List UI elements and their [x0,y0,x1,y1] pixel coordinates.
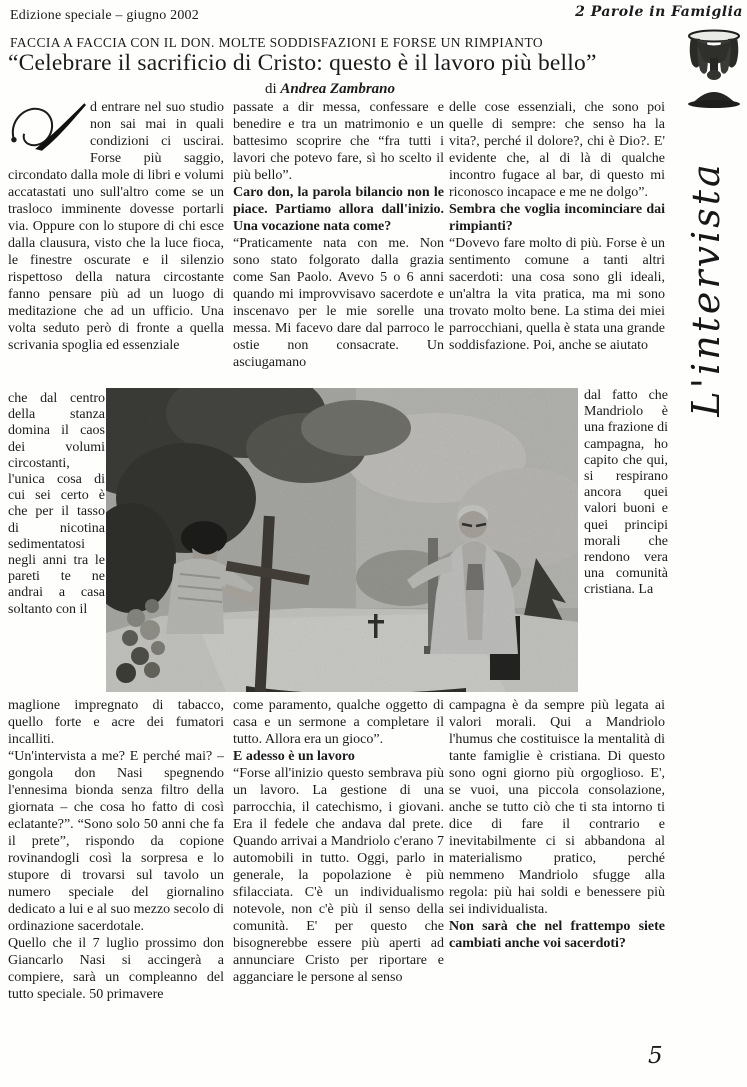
chalice-icon [686,28,742,108]
paragraph: maglione impregnato di tabacco, quello forte e acre dei fumatori incalliti. [8,698,224,747]
headline: “Celebrare il sacrificio di Cristo: questo è il lavoro più bello” [8,50,597,76]
interview-question: Sembra che voglia incominciare dai rimpianti? [449,202,665,234]
script-capital-a-icon [8,101,86,153]
kicker: FACCIA A FACCIA CON IL DON. MOLTE SODDISFAZIONI E FORSE UN RIMPIANTO [10,35,544,50]
column2-top [233,99,444,388]
column3-beside-photo: dal fatto che Mandriolo è una frazione di campagna, ho capito che qui, si respirano ancora quei valori buoni e quei principi morali che rendono vera una comunità cristiana. La [584,388,668,598]
masthead-title: 2 Parole in Famiglia [575,4,743,20]
paragraph: “Dovevo fare molto di più. Forse è un sentimento comune a tanti altri sacerdoti: una cosa sono gli ideali, un'altra la vita pratica, ma mi sono trovato molto bene. La stima dei miei parrocchiani, quella è stata una grande soddisfazione. Poi, anche se aiutato [449,236,665,353]
column3-top [449,99,665,388]
interview-question: Non sarà che nel frattempo siete cambiati anche voi sacerdoti? [449,919,665,951]
paragraph: Quello che il 7 luglio prossimo don Giancarlo Nasi si accingerà a compiere, sarà un compleanno del tutto speciale. 50 primavere [8,936,224,1002]
paragraph: “Forse all'inizio questo sembrava più un lavoro. La gestione di una parrocchia, il catechismo, i giovani. Era il fedele che andava dal prete. Quando arrivai a Mandriolo c'erano 7 automobili in tutto. Oggi, parlo in generale, la popolazione è più sfilacciata. C'è un individualismo notevole, non c'è più il senso della comunità. E' per questo che bisognerebbe essere più aperti ad annunciare Cristo per riportare e agganciare le persone al senso [233,766,444,985]
byline-prefix: di [264,81,281,97]
column1-beside-photo: che dal centro della stanza domina il caos dei volumi circostanti, l'unica cosa di cui sei certo è che per il tasso di nicotina sedimentatosi negli anni tra le pareti te ne andrai a casa soltanto con il [8,391,105,617]
paragraph: delle cose essenziali, che sono poi quelle di sempre: che senso ha la vita?, perché il dolore?, chi è Dio?. E' evidente che, al di là di qualche incontro fugace al bar, di questo mi riconosco incapace e me ne dolgo”. [449,100,665,200]
byline-author: Andrea Zambrano [280,81,396,97]
column1-top [8,99,224,388]
paragraph: “Un'intervista a me? E perché mai? – gongola don Nasi spegnendo l'ennesima bionda senza filtro della giornata – che cosa ho fatto di così eclatante?”. “Sono solo 50 anni che fa il prete”, rispondo da copione rovinandogli così la sorpresa e lo stupore di trovarsi sul tavolo un numero speciale del giornalino dedicato a lui e al suo mezzo secolo di ordinazione sacerdotale. [8,749,224,934]
column1-top-text: d entrare nel suo studio non sai mai in quali condizioni ci uscirai. Forse più saggio, circondato dalla mole di libri e volumi accatastati uno sull'altro come se un trasloco imminente dovesse portarli via. Oppure con lo stupore di chi esce dalla clausura, visto che la luce fioca, le finestre oscurate e il silenzio rispettoso della natura circostante fanno pensare più ad un luogo di meditazione che ad un ufficio. Una volta seduto però di fronte a quella scrivania spoglia ed essenziale [8,100,224,353]
interview-question: E adesso è un lavoro [233,749,355,764]
column3-bottom [449,697,665,1042]
interview-question: Caro don, la parola bilancio non le piace. Partiamo allora dall'inizio. Una vocazione nata come? [233,185,444,234]
byline [0,81,660,98]
edition-label: Edizione speciale – giugno 2002 [10,8,199,23]
column1-bottom [8,697,224,1042]
section-label-intervista: L'intervista [684,161,728,417]
paragraph: come paramento, qualche oggetto di casa e un sermone a completare il tutto. Allora era un gioco”. [233,698,444,747]
page-number: 5 [648,1043,663,1069]
paragraph: passate a dir messa, confessare e benedire e tra un matrimonio e un battesimo scoprire che “fra tutti i lavori che potevo fare, sì ho scelto il più bello”. [233,100,444,183]
paragraph: “Praticamente nata con me. Non sono stato folgorato dalla grazia come San Paolo. Avevo 5 o 6 anni quando mi improvvisavo sacerdote e inscenavo per le mie sorelle una messa. Mi facevo dare dal parroco le ostie non consacrate. Un asciugamano [233,236,444,370]
paragraph: campagna è da sempre più legata ai valori morali. Qui a Mandriolo l'humus che costituisce la mentalità di tante famiglie è cristiana. Di questo sono ogni giorno più orgoglioso. E', se vuoi, una piccola consolazione, anche se tutto ciò che ti sta intorno ti dice di fare il contrario e inevitabilmente ci si abbandona al materialismo pratico, perché nemmeno Mandriolo sfugge alla regola: più hai soldi e benessere più sei individualista. [449,698,665,917]
column2-bottom [233,697,444,1042]
mass-photo [106,388,578,692]
